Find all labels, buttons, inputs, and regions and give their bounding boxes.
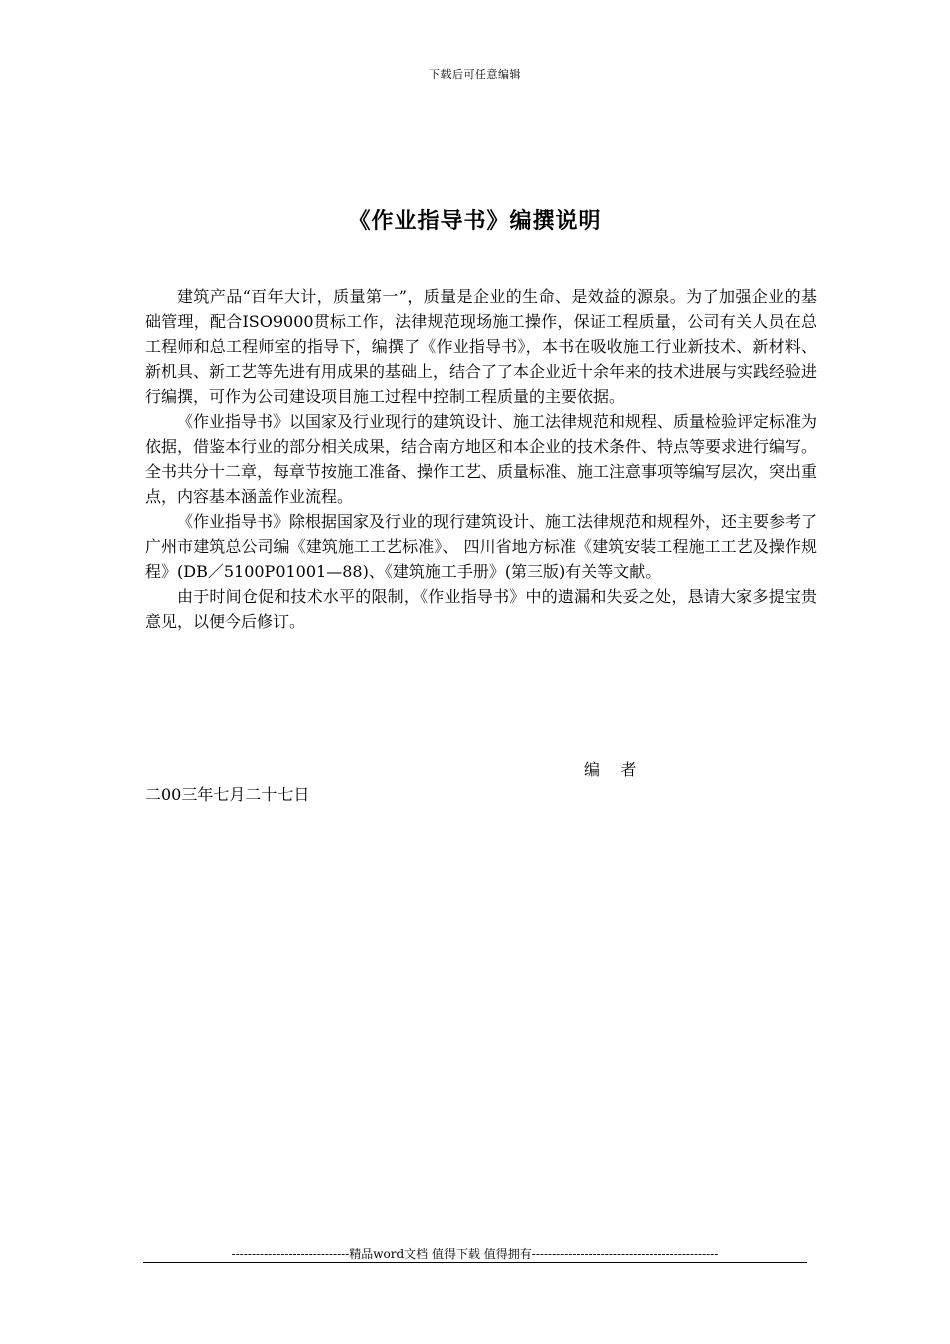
author-signature: 编 者 (584, 760, 637, 779)
footer-divider (143, 1262, 807, 1263)
paragraph-3: 《作业指导书》除根据国家及行业的现行建筑设计、施工法律规范和规程外，还主要参考了广州市建筑总公司编《建筑施工工艺标准》、 四川省地方标准《建筑安装工程施工工艺及操作规程》(DB／5100P01001—88)、《建筑施工手册》(第三版)有关等文献。 (145, 512, 818, 581)
paragraph-2: 《作业指导书》以国家及行业现行的建筑设计、施工法律规范和规程、质量检验评定标准为依据，借鉴本行业的部分相关成果，结合南方地区和本企业的技术条件、特点等要求进行编写。全书共分十二章，每章节按施工准备、操作工艺、质量标准、施工注意事项等编写层次，突出重点，内容基本涵盖作业流程。 (145, 412, 818, 506)
footer-note: -----------------------------精品word文档 值得下载 值得拥有---------------------------------------------- (231, 1247, 719, 1261)
paragraph-1: 建筑产品“百年大计，质量第一”，质量是企业的生命、是效益的源泉。为了加强企业的基础管理，配合ISO9000贯标工作，法律规范现场施工操作，保证工程质量，公司有关人员在总工程师和总工程师室的指导下，编撰了《作业指导书》，本书在吸收施工行业新技术、新材料、新机具、新工艺等先进有用成果的基础上，结合了了本企业近十余年来的技术进展与实践经验进行编撰，可作为公司建设项目施工过程中控制工程质量的主要依据。 (145, 287, 818, 406)
document-title: 《作业指导书》编撰说明 (348, 208, 602, 234)
header-note: 下载后可任意编辑 (429, 68, 521, 81)
document-date: 二00三年七月二十七日 (145, 785, 310, 804)
paragraph-4: 由于时间仓促和技术水平的限制，《作业指导书》中的遗漏和失妥之处，恳请大家多提宝贵意见，以便今后修订。 (145, 587, 817, 631)
document-body (145, 284, 817, 634)
